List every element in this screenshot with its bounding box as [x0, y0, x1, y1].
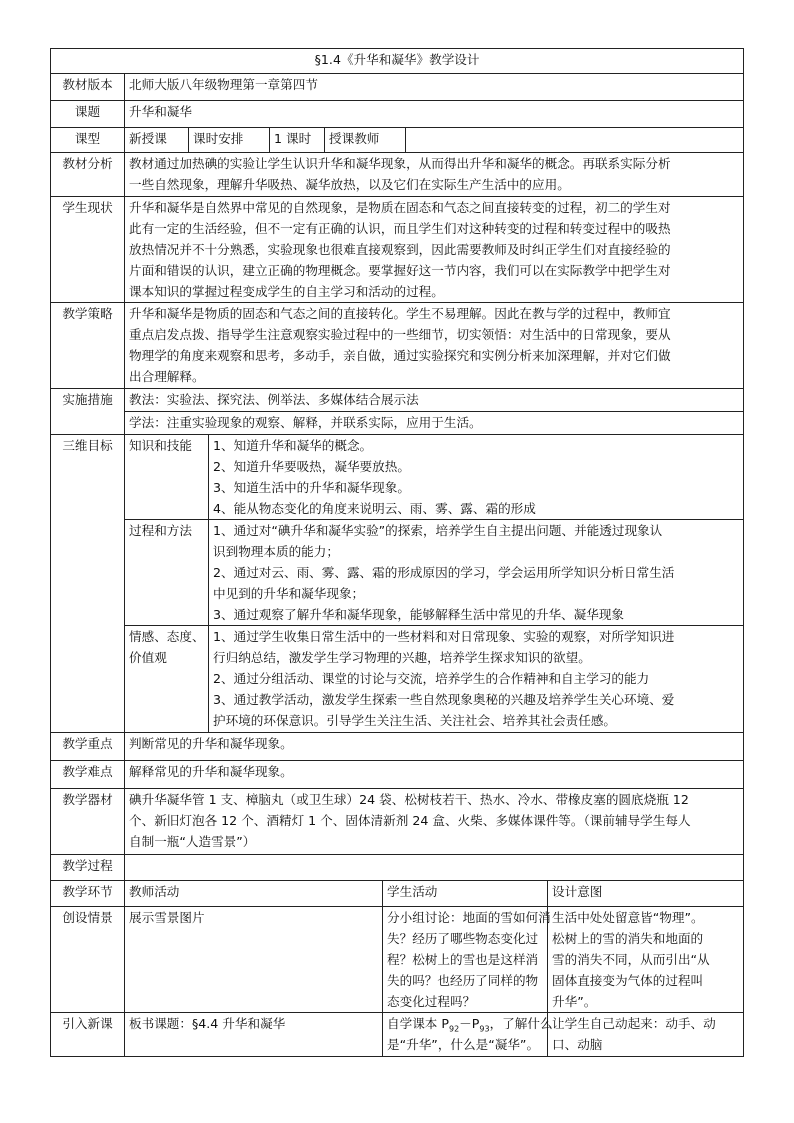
student-activity-line: 是“升华”，什么是“凝华”。 [387, 1037, 540, 1052]
equipment-text [125, 789, 744, 855]
analysis-line: 教材通过加热碘的实验让学生认识升华和凝华现象，从而得出升华和凝华的概念。再联系实际分析 [129, 156, 671, 171]
goal-line: 3、通过教学活动，激发学生探索一些自然现象奥秘的兴趣及培养学生关心环境、爱 [213, 692, 675, 707]
design-intent-header: 设计意图 [548, 881, 744, 907]
students-line: 课本知识的掌握过程变成学生的自主学习和活动的过程。 [129, 284, 444, 299]
goal-line: 2、通过对云、雨、雾、露、霜的形成原因的学习，学会运用所学知识分析日常生活 [213, 565, 675, 580]
student-activity-line: 自学课本 $P_{92}-P_{93}$，了解什么 [387, 1016, 553, 1034]
equipment-line: 个、新旧灯泡各 12 个、酒精灯 1 个、固体清新剂 24 盒、火柴、多媒体课件等。（课前辅导学生每人 [129, 813, 691, 828]
students-text [125, 197, 744, 303]
design-intent [548, 1013, 744, 1057]
process-goals [209, 520, 744, 626]
teacher-activity: 板书课题：§4.4 升华和凝华 [125, 1013, 383, 1057]
student-activity-line: 失的吗？也经历了同样的物 [387, 973, 539, 988]
difficulty-value: 解释常见的升华和凝华现象。 [125, 761, 744, 789]
students-line: 片面和错误的认识，建立正确的物理概念。要掌握好这一节内容，我们可以在实际教学中把学生对 [129, 263, 671, 278]
student-activity-header: 学生活动 [383, 881, 548, 907]
strategy-line: 重点启发点拨、指导学生注意观察实验过程中的一些细节，切实领悟：对生活中的日常现象，要从 [129, 327, 671, 342]
teacher-label: 授课教师 [325, 128, 406, 153]
goal-line: 2、通过分组活动、课堂的讨论与交流，培养学生的合作精神和自主学习的能力 [213, 671, 650, 686]
topic-label: 课题 [51, 101, 125, 128]
stage-name: 引入新课 [51, 1013, 125, 1057]
students-label: 学生现状 [51, 197, 125, 303]
teaching-methods: 教法：实验法、探究法、例举法、多媒体结合展示法 [125, 389, 744, 412]
goal-line: 3、通过观察了解升华和凝华现象，能够解释生活中常见的升华、凝华现象 [213, 607, 625, 622]
goal-line: 行归纳总结，激发学生学习物理的兴趣，培养学生探求知识的欲望。 [213, 650, 591, 665]
goal-line: 识到物理本质的能力； [213, 544, 339, 559]
process-methods-label: 过程和方法 [125, 520, 209, 626]
stage-name: 创设情景 [51, 907, 125, 1013]
student-activity [383, 907, 551, 1013]
design-intent-line: 固体直接变为气体的过程叫 [552, 973, 704, 988]
goal-line: 3、知道生活中的升华和凝华现象。 [213, 480, 410, 495]
textbook-value: 北师大版八年级物理第一章第四节 [125, 74, 744, 101]
textbook-label: 教材版本 [51, 74, 125, 101]
goals-label: 三维目标 [51, 435, 125, 733]
design-intent-line: 生活中处处留意皆“物理”。 [552, 910, 704, 925]
design-intent-line: 口、动脑 [552, 1037, 603, 1052]
design-intent-line: 让学生自己动起来：动手、动 [552, 1016, 716, 1031]
goal-line: 1、通过学生收集日常生活中的一些材料和对日常现象、实验的观察，对所学知识进 [213, 629, 675, 644]
design-intent [548, 907, 744, 1013]
lesson-type-value: 新授课 [125, 128, 189, 153]
lesson-plan-table [50, 48, 744, 1057]
lesson-type-label: 课型 [51, 128, 125, 153]
strategy-line: 出合理解释。 [129, 369, 205, 384]
student-activity-line: 态变化过程吗？ [387, 994, 476, 1009]
analysis-line: 一些自然现象，理解升华吸热、凝华放热，以及它们在实际生产生活中的应用。 [129, 177, 570, 192]
document-title: §1.4《升华和凝华》教学设计 [51, 49, 744, 74]
goal-line: 护环境的环保意识。引导学生关注生活、关注社会、培养其社会责任感。 [213, 713, 616, 728]
time-value: 1 课时 [270, 128, 325, 153]
emotion-label [125, 626, 209, 733]
time-label: 课时安排 [189, 128, 270, 153]
student-activity-line: 分小组讨论：地面的雪如何消 [387, 910, 551, 925]
student-activity-line: 失？经历了哪些物态变化过 [387, 931, 539, 946]
equipment-line: 自制一瓶“人造雪景”） [129, 834, 256, 849]
knowledge-label: 知识和技能 [125, 435, 209, 520]
design-intent-line: 雪的消失不同，从而引出“从 [552, 952, 710, 967]
analysis-text [125, 153, 744, 197]
goal-line: 4、能从物态变化的角度来说明云、雨、雾、露、霜的形成 [213, 501, 536, 516]
emotion-label-line: 价值观 [129, 650, 167, 665]
students-line: 放热情况并不十分熟悉，实验现象也很难直接观察到，因此需要教师及时纠正学生们对直接经验的 [129, 242, 671, 257]
equipment-label: 教学器材 [51, 789, 125, 855]
teacher-value [406, 128, 744, 153]
emotion-goals [209, 626, 744, 733]
students-line: 此有一定的生活经验，但不一定有正确的认识，而且学生们对这种转变的过程和转变过程中的吸热 [129, 221, 671, 236]
learning-methods: 学法：注重实验现象的观察、解释，并联系实际，应用于生活。 [125, 412, 744, 435]
design-intent-line: 松树上的雪的消失和地面的 [552, 931, 704, 946]
teacher-activity: 展示雪景图片 [125, 907, 383, 1013]
key-point-label: 教学重点 [51, 733, 125, 761]
student-activity-line: 程？松树上的雪也是这样消 [387, 952, 539, 967]
key-point-value: 判断常见的升华和凝华现象。 [125, 733, 744, 761]
table-row [51, 1013, 744, 1057]
difficulty-label: 教学难点 [51, 761, 125, 789]
table-row [51, 907, 744, 1013]
emotion-label-line: 情感、态度、 [129, 629, 205, 644]
student-activity [383, 1013, 553, 1057]
strategy-label: 教学策略 [51, 303, 125, 389]
design-intent-line: 升华”。 [552, 994, 597, 1009]
goal-line: 1、通过对“碘升华和凝华实验”的探索，培养学生自主提出问题、并能透过现象认 [213, 523, 663, 538]
process-section-value [125, 855, 744, 881]
teacher-activity-header: 教师活动 [125, 881, 383, 907]
strategy-line: 升华和凝华是物质的固态和气态之间的直接转化。学生不易理解。因此在教与学的过程中，教师宜 [129, 306, 671, 321]
students-line: 升华和凝华是自然界中常见的自然现象，是物质在固态和气态之间直接转变的过程，初二的学生对 [129, 200, 671, 215]
goal-line: 中见到的升华和凝华现象； [213, 586, 365, 601]
goal-line: 2、知道升华要吸热，凝华要放热。 [213, 459, 410, 474]
equipment-line: 碘升华凝华管 1 支、樟脑丸（或卫生球）24 袋、松树枝若干、热水、冷水、带橡皮塞的圆底烧瓶 12 [129, 792, 689, 807]
knowledge-goals [209, 435, 744, 520]
strategy-text [125, 303, 744, 389]
process-section-label: 教学过程 [51, 855, 125, 881]
topic-value: 升华和凝华 [125, 101, 744, 128]
goal-line: 1、知道升华和凝华的概念。 [213, 438, 373, 453]
analysis-label: 教材分析 [51, 153, 125, 197]
measures-label: 实施措施 [51, 389, 125, 435]
strategy-line: 物理学的角度来观察和思考，多动手，亲自做，通过实验探究和实例分析来加深理解，并对它们做 [129, 348, 671, 363]
stage-header: 教学环节 [51, 881, 125, 907]
